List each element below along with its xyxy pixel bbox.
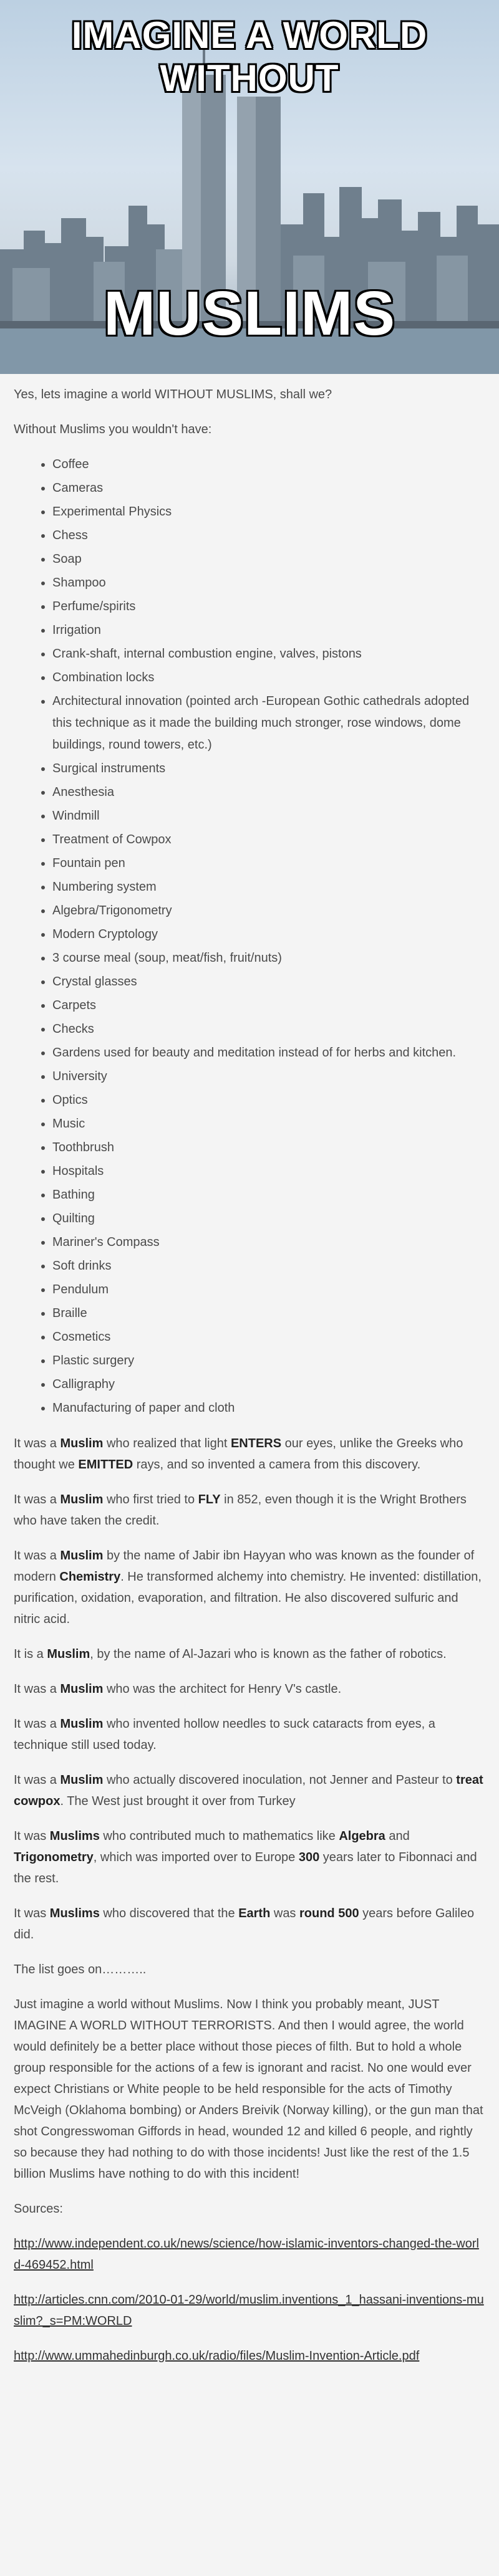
list-item: • Experimental Physics bbox=[52, 501, 485, 523]
list-item: • Braille bbox=[52, 1303, 485, 1324]
list-item: • Coffee bbox=[52, 454, 485, 476]
list-item: • Chess bbox=[52, 525, 485, 547]
list-item: • Crystal glasses bbox=[52, 971, 485, 993]
list-item: • Hospitals bbox=[52, 1161, 485, 1182]
list-item: • Treatment of Cowpox bbox=[52, 829, 485, 851]
list-item: • Irrigation bbox=[52, 620, 485, 641]
intro-paragraph: Yes, lets imagine a world WITHOUT MUSLIMS, shall we? bbox=[14, 388, 332, 401]
list-item: • Perfume/spirits bbox=[52, 596, 485, 618]
fact-paragraph: It was a Muslim who first tried to FLY in 852, even though it is the Wright Brothers who have taken the credit. bbox=[14, 1493, 467, 1528]
list-item: • Quilting bbox=[52, 1208, 485, 1230]
list-item: • Music bbox=[52, 1113, 485, 1135]
list-item: • Windmill bbox=[52, 805, 485, 827]
article-body bbox=[0, 374, 499, 2367]
list-item: • University bbox=[52, 1066, 485, 1088]
list-item: • Numbering system bbox=[52, 876, 485, 898]
list-item: • Surgical instruments bbox=[52, 758, 485, 780]
list-item: • Crank-shaft, internal combustion engine, valves, pistons bbox=[52, 643, 485, 665]
list-item: • Calligraphy bbox=[52, 1374, 485, 1396]
list-item: • Carpets bbox=[52, 995, 485, 1017]
source-link[interactable]: http://www.independent.co.uk/news/science/how-islamic-inventors-changed-the-world-469452.html bbox=[14, 2237, 479, 2272]
list-item: • Toothbrush bbox=[52, 1137, 485, 1159]
list-item: • Cosmetics bbox=[52, 1326, 485, 1348]
source-link[interactable]: http://www.ummahedinburgh.co.uk/radio/files/Muslim-Invention-Article.pdf bbox=[14, 2349, 420, 2363]
list-item: • 3 course meal (soup, meat/fish, fruit/nuts) bbox=[52, 947, 485, 969]
list-item: • Soap bbox=[52, 548, 485, 570]
list-item: • Cameras bbox=[52, 477, 485, 499]
list-item: • Shampoo bbox=[52, 572, 485, 594]
list-item: • Soft drinks bbox=[52, 1255, 485, 1277]
list-item: • Bathing bbox=[52, 1184, 485, 1206]
meme-top-caption: IMAGINE A WORLD WITHOUT bbox=[71, 14, 428, 99]
source-link[interactable]: http://articles.cnn.com/2010-01-29/world/muslim.inventions_1_hassani-inventions-muslim?_s=PM:WORLD bbox=[14, 2293, 484, 2328]
fact-paragraph: It was a Muslim who was the architect for Henry V's castle. bbox=[14, 1682, 342, 1696]
sources-label: Sources: bbox=[14, 2202, 63, 2216]
fact-paragraph: It is a Muslim, by the name of Al-Jazari who is known as the father of robotics. bbox=[14, 1647, 447, 1661]
list-item: • Gardens used for beauty and meditation instead of for herbs and kitchen. bbox=[52, 1042, 485, 1064]
list-item: • Combination locks bbox=[52, 667, 485, 689]
fact-paragraph: It was Muslims who contributed much to mathematics like Algebra and Trigonometry, which was imported over to Europe 300 years later to Fibonnaci and the rest. bbox=[14, 1829, 477, 1885]
list-item: • Optics bbox=[52, 1089, 485, 1111]
closing-paragraph: Just imagine a world without Muslims. Now I think you probably meant, JUST IMAGINE A WORLD WITHOUT TERRORISTS. And then I would agree, the world would definitely be a better place without those pieces of filth. But to hold a whole group responsible for the actions of a few is ignorant and racist. No one would ever expect Christians or White people to be held responsible for the acts of Timothy McVeigh (Oklahoma bombing) or Anders Breivik (Norway killing), or the gun man that shot Congresswoman Giffords in head, wounded 12 and killed 6 people, and rightly so because they had nothing to do with those incidents! Just like the rest of the 1.5 billion Muslims have nothing to do with this incident! bbox=[14, 1998, 483, 2181]
list-item: • Fountain pen bbox=[52, 853, 485, 874]
list-item: • Checks bbox=[52, 1018, 485, 1040]
fact-paragraph: It was a Muslim who actually discovered inoculation, not Jenner and Pasteur to treat cowpox. The West just brought it over from Turkey bbox=[14, 1773, 483, 1808]
hero-image bbox=[0, 0, 499, 374]
list-goes-on: The list goes on……….. bbox=[14, 1963, 147, 1976]
fact-paragraph: It was a Muslim who invented hollow needles to suck cataracts from eyes, a technique still used today. bbox=[14, 1717, 435, 1752]
fact-paragraph: It was a Muslim who realized that light ENTERS our eyes, unlike the Greeks who thought we EMITTED rays, and so invented a camera from this discovery. bbox=[14, 1437, 463, 1472]
fact-paragraph: It was a Muslim by the name of Jabir ibn Hayyan who was known as the founder of modern Chemistry. He transformed alchemy into chemistry. He invented: distillation, purification, oxidation, evaporation, and filtration. He also discovered sulfuric and nitric acid. bbox=[14, 1549, 482, 1626]
list-item: • Algebra/Trigonometry bbox=[52, 900, 485, 922]
list-item: • Manufacturing of paper and cloth bbox=[52, 1397, 485, 1419]
list-item: • Architectural innovation (pointed arch -European Gothic cathedrals adopted this technique as it made the building much stronger, rose windows, dome buildings, round towers, etc.) bbox=[52, 691, 485, 756]
list-item: • Pendulum bbox=[52, 1279, 485, 1301]
inventions-list bbox=[14, 454, 485, 1419]
lead-paragraph: Without Muslims you wouldn't have: bbox=[14, 423, 212, 436]
meme-bottom-caption: MUSLIMS bbox=[103, 279, 396, 348]
list-item: • Plastic surgery bbox=[52, 1350, 485, 1372]
list-item: • Modern Cryptology bbox=[52, 924, 485, 946]
fact-paragraph: It was Muslims who discovered that the Earth was round 500 years before Galileo did. bbox=[14, 1907, 475, 1942]
list-item: • Mariner's Compass bbox=[52, 1232, 485, 1253]
list-item: • Anesthesia bbox=[52, 782, 485, 803]
